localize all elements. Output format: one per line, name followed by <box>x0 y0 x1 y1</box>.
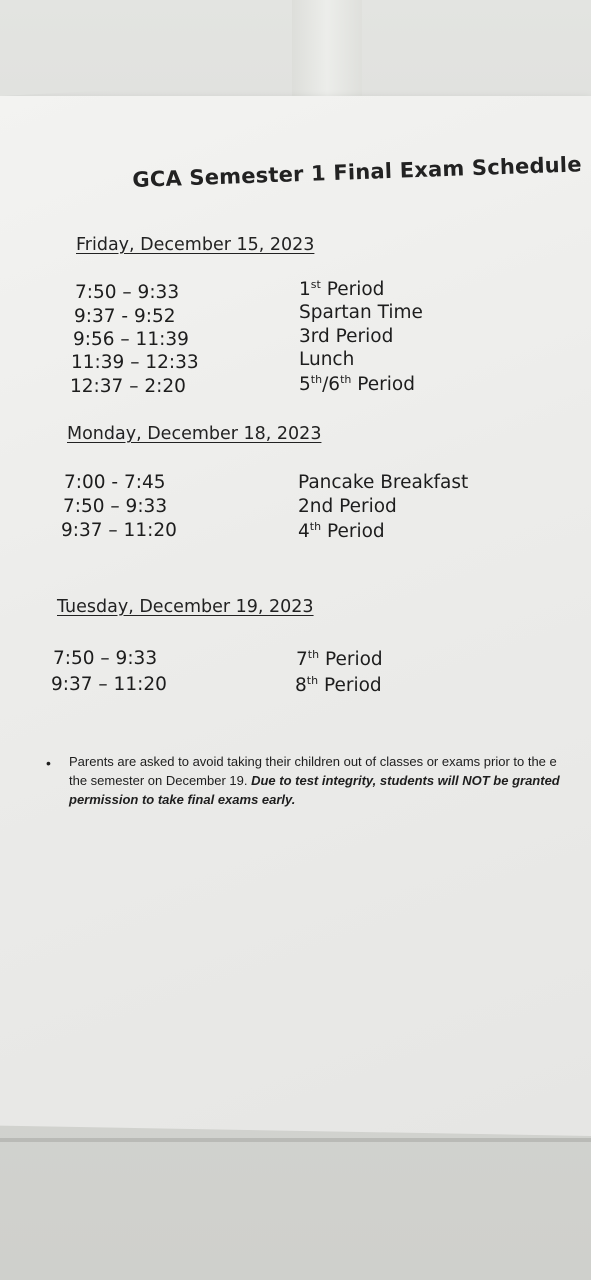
row-time: 7:50 – 9:33 <box>63 496 168 517</box>
row-label: 2nd Period <box>298 496 397 517</box>
notice-line: Parents are asked to avoid taking their children out of classes or exams prior to the e <box>69 754 557 769</box>
page-title: GCA Semester 1 Final Exam Schedule <box>132 152 583 192</box>
wall-fixture <box>292 0 362 96</box>
row-time: 7:50 – 9:33 <box>53 648 158 669</box>
row-label: 4th Period <box>298 520 385 542</box>
notice-line: the semester on December 19. Due to test integrity, students will NOT be granted <box>69 773 560 788</box>
row-time: 7:00 - 7:45 <box>64 472 166 493</box>
row-time: 7:50 – 9:33 <box>75 282 180 303</box>
notice-text <box>69 752 591 809</box>
row-label: Lunch <box>299 349 355 370</box>
row-time: 12:37 – 2:20 <box>70 376 186 397</box>
row-time: 11:39 – 12:33 <box>71 352 199 373</box>
bullet-icon: • <box>46 755 51 771</box>
day-heading-monday: Monday, December 18, 2023 <box>67 424 322 444</box>
day-heading-friday: Friday, December 15, 2023 <box>76 235 315 255</box>
row-label: Spartan Time <box>299 302 423 323</box>
row-label: 1st Period <box>299 278 385 300</box>
day-heading-tuesday: Tuesday, December 19, 2023 <box>57 597 314 617</box>
row-time: 9:56 – 11:39 <box>73 329 189 350</box>
row-label: 3rd Period <box>299 326 394 347</box>
row-time: 9:37 – 11:20 <box>51 674 167 695</box>
notice-line: permission to take final exams early. <box>69 792 296 807</box>
row-label: Pancake Breakfast <box>298 472 469 493</box>
row-time: 9:37 – 11:20 <box>61 520 177 541</box>
row-label: 5th/6th Period <box>299 373 415 395</box>
row-time: 9:37 - 9:52 <box>74 306 176 327</box>
row-label: 7th Period <box>296 648 383 670</box>
paper-bottom-edge <box>0 1138 591 1142</box>
row-label: 8th Period <box>295 674 382 696</box>
